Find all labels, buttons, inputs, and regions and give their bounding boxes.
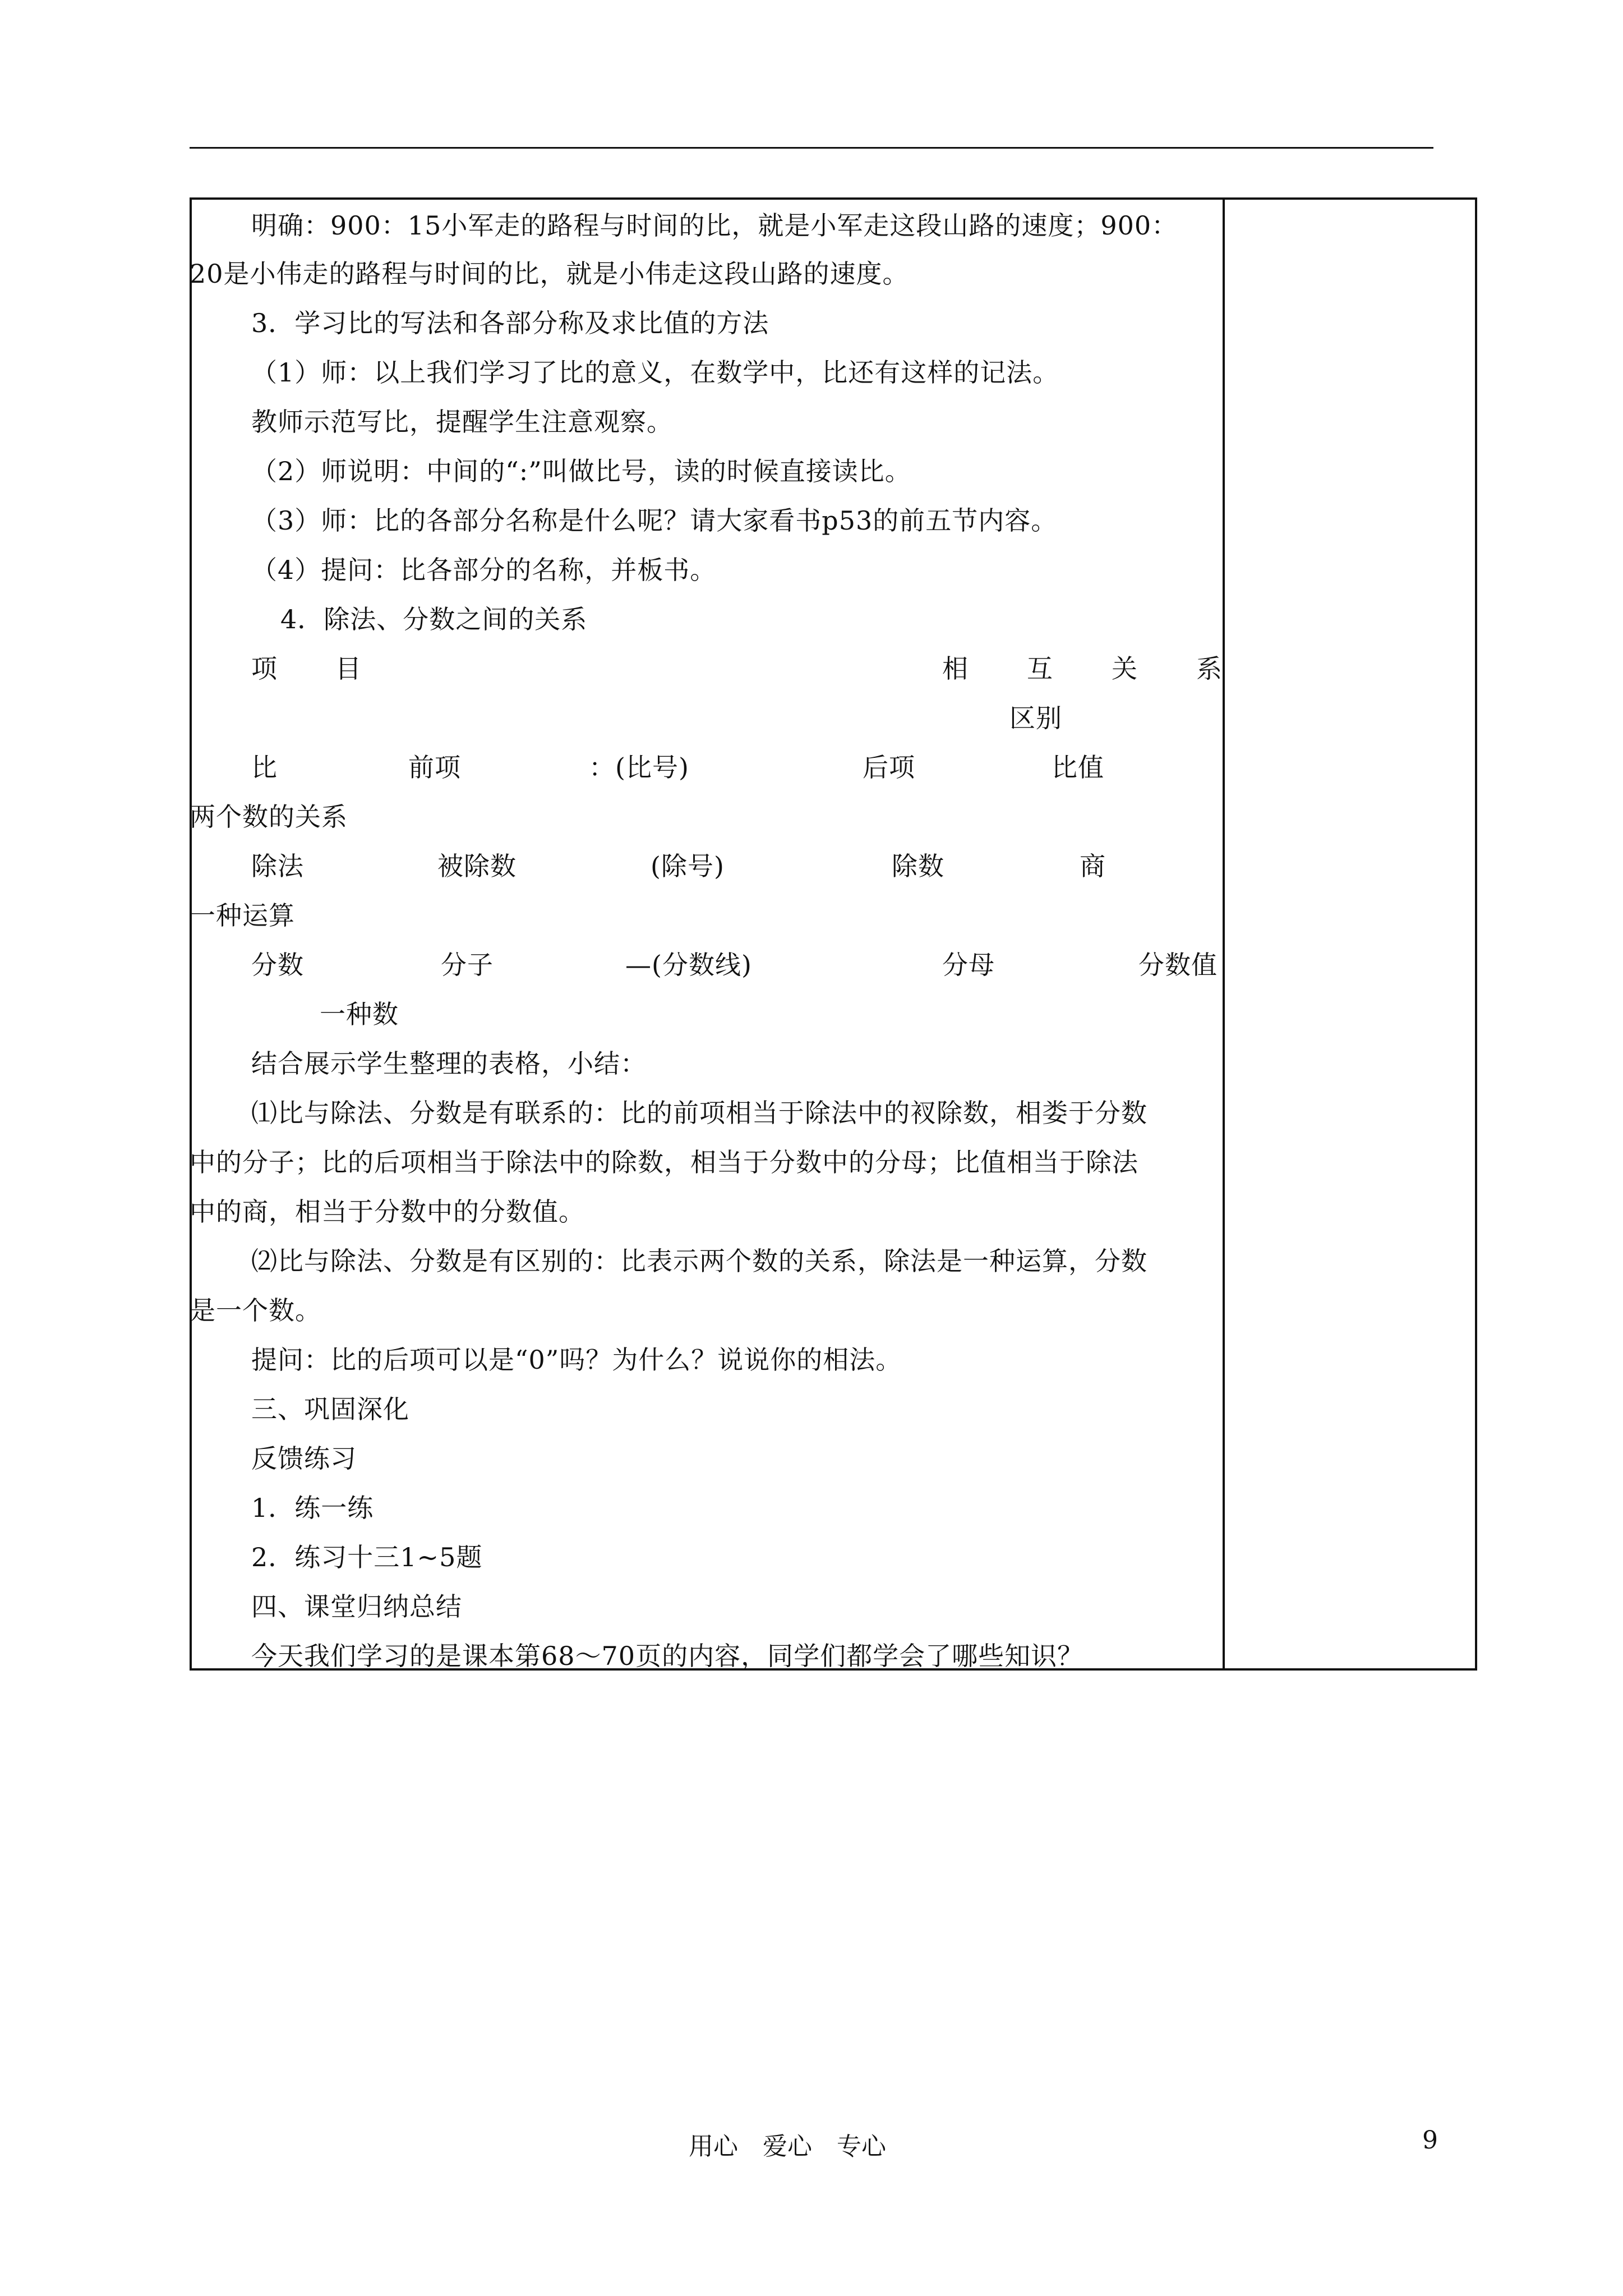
text-line: 中的分子；比的后项相当于除法中的除数，相当于分数中的分母；比值相当于除法 <box>190 1147 1138 1177</box>
table-cell: 比 <box>251 752 278 783</box>
table-header-cell: 系 <box>1196 654 1223 684</box>
table-cell: —(分数线) <box>625 950 752 980</box>
text-line: 是一个数。 <box>190 1295 321 1326</box>
text-line: ⑴比与除法、分数是有联系的：比的前项相当于除法中的衩除数，相娄于分数 <box>251 1098 1147 1128</box>
table-cell: 分数值 <box>1138 950 1218 980</box>
footer-motto: 用心 爱心 专心 <box>689 2132 886 2161</box>
table-cell: 后项 <box>863 752 915 783</box>
text-line: 4．除法、分数之间的关系 <box>280 604 588 634</box>
text-line: 反馈练习 <box>251 1443 357 1474</box>
table-cell: 前项 <box>408 752 461 783</box>
text-line: 中的商，相当于分数中的分数值。 <box>190 1197 585 1227</box>
text-line: 今天我们学习的是课本第68～70页的内容，同学们都学会了哪些知识？ <box>251 1641 1084 1671</box>
page-number: 9 <box>1422 2126 1438 2155</box>
header-rule <box>190 147 1433 149</box>
text-line: 明确：900：15小军走的路程与时间的比，就是小军走这段山路的速度；900： <box>251 210 1178 241</box>
table-cell: 商 <box>1080 851 1106 881</box>
column-divider <box>1223 200 1225 1668</box>
text-line: 提问：比的后项可以是“0”吗？为什么？说说你的相法。 <box>251 1345 902 1375</box>
table-cell: (除号) <box>651 851 725 881</box>
text-line: （4）提问：比各部分的名称，并板书。 <box>251 555 717 585</box>
table-cell: ：(比号) <box>589 752 689 783</box>
text-line: （2）师说明：中间的“:”叫做比号，读的时候直接读比。 <box>251 456 911 486</box>
table-cell: 比值 <box>1052 752 1104 783</box>
table-cell: 一种运算 <box>190 900 295 931</box>
table-cell: 分数 <box>251 950 304 980</box>
text-line: 1．练一练 <box>251 1493 374 1523</box>
table-header-relation <box>942 652 1223 685</box>
table-header-cell: 项 <box>251 654 278 684</box>
text-line: 四、课堂归纳总结 <box>251 1591 462 1622</box>
table-cell: 除法 <box>251 851 304 881</box>
table-cell: 分母 <box>942 950 995 980</box>
table-cell: 一种数 <box>320 999 399 1029</box>
text-line: 3．学习比的写法和各部分称及求比值的方法 <box>251 308 769 338</box>
text-line: 20是小伟走的路程与时间的比，就是小伟走这段山路的速度。 <box>190 259 909 289</box>
table-cell: 除数 <box>892 851 944 881</box>
text-line: 教师示范写比，提醒学生注意观察。 <box>251 407 673 437</box>
table-header-cell: 区别 <box>1009 703 1062 733</box>
table-cell: 分子 <box>441 950 494 980</box>
table-cell: 两个数的关系 <box>190 802 348 832</box>
table-header-cell: 关 <box>1112 654 1138 684</box>
text-line: ⑵比与除法、分数是有区别的：比表示两个数的关系，除法是一种运算，分数 <box>251 1246 1147 1276</box>
text-line: （3）师：比的各部分名称是什么呢？请大家看书p53的前五节内容。 <box>251 505 1058 536</box>
text-line: 2．练习十三1~5题 <box>251 1542 483 1572</box>
text-line: （1）师：以上我们学习了比的意义，在数学中，比还有这样的记法。 <box>251 357 1059 388</box>
table-header-cell: 互 <box>1027 654 1053 684</box>
table-header-cell: 目 <box>335 654 362 684</box>
text-line: 三、巩固深化 <box>251 1394 409 1424</box>
text-line: 结合展示学生整理的表格，小结： <box>251 1048 647 1079</box>
table-cell: 被除数 <box>437 851 517 881</box>
table-header-cell: 相 <box>942 654 969 684</box>
